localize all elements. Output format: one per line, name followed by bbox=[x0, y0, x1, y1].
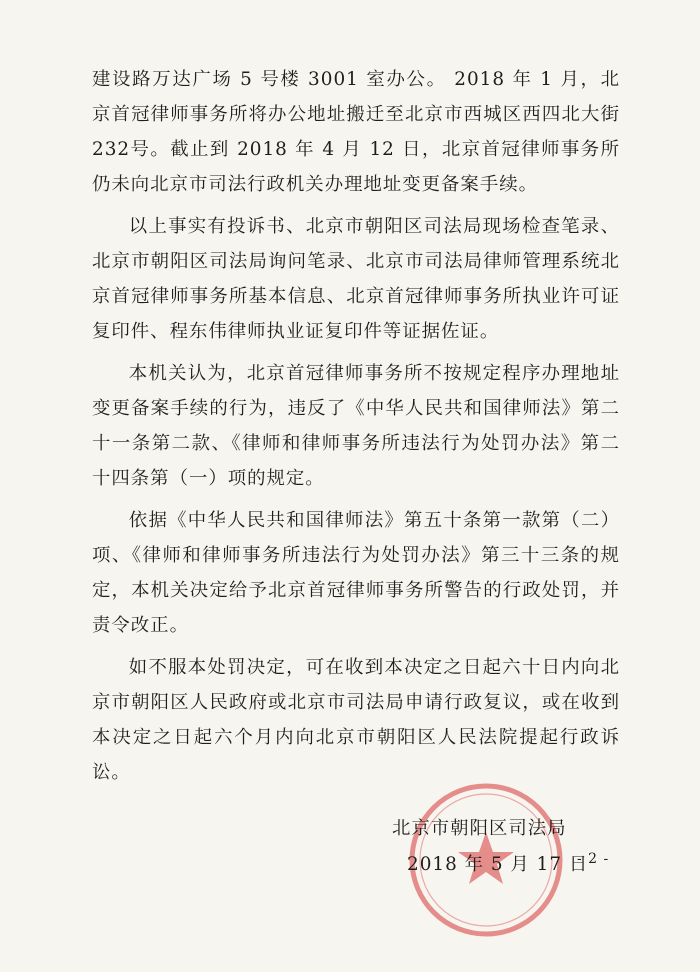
paragraph-3: 本机关认为，北京首冠律师事务所不按规定程序办理地址变更备案手续的行为，违反了《中华人民共和国律师法》第二十一条第二款、《律师和律师事务所违法行为处罚办法》第二十四条第（一）项的规定。 bbox=[92, 363, 620, 489]
signature-date: 2018 年 5 月 17 日 bbox=[407, 854, 589, 875]
paragraph-1: 建设路万达广场 5 号楼 3001 室办公。 2018 年 1 月，北京首冠律师事务所将办公地址搬迁至北京市西城区西四北大街232号。截止到 2018 年 4 月 12 日，北京首冠律师事务所仍未向北京市司法行政机关办理地址变更备案手续。 bbox=[92, 69, 620, 195]
signature-organization: 北京市朝阳区司法局 bbox=[392, 818, 567, 839]
paragraph-2: 以上事实有投诉书、北京市朝阳区司法局现场检查笔录、北京市朝阳区司法局询问笔录、北京市司法局律师管理系统北京首冠律师事务所基本信息、北京首冠律师事务所执业许可证复印件、程东伟律师执业证复印件等证据佐证。 bbox=[92, 216, 620, 342]
document-body bbox=[92, 62, 620, 797]
paragraph-5: 如不服本处罚决定，可在收到本决定之日起六十日内向北京市朝阳区人民政府或北京市司法局申请行政复议，或在收到本决定之日起六个月内向北京市朝阳区人民法院提起行政诉讼。 bbox=[92, 657, 620, 783]
page-number: - 2 - bbox=[577, 851, 610, 867]
paragraph-4: 依据《中华人民共和国律师法》第五十条第一款第（二）项、《律师和律师事务所违法行为处罚办法》第三十三条的规定，本机关决定给予北京首冠律师事务所警告的行政处罚，并责令改正。 bbox=[92, 510, 620, 636]
